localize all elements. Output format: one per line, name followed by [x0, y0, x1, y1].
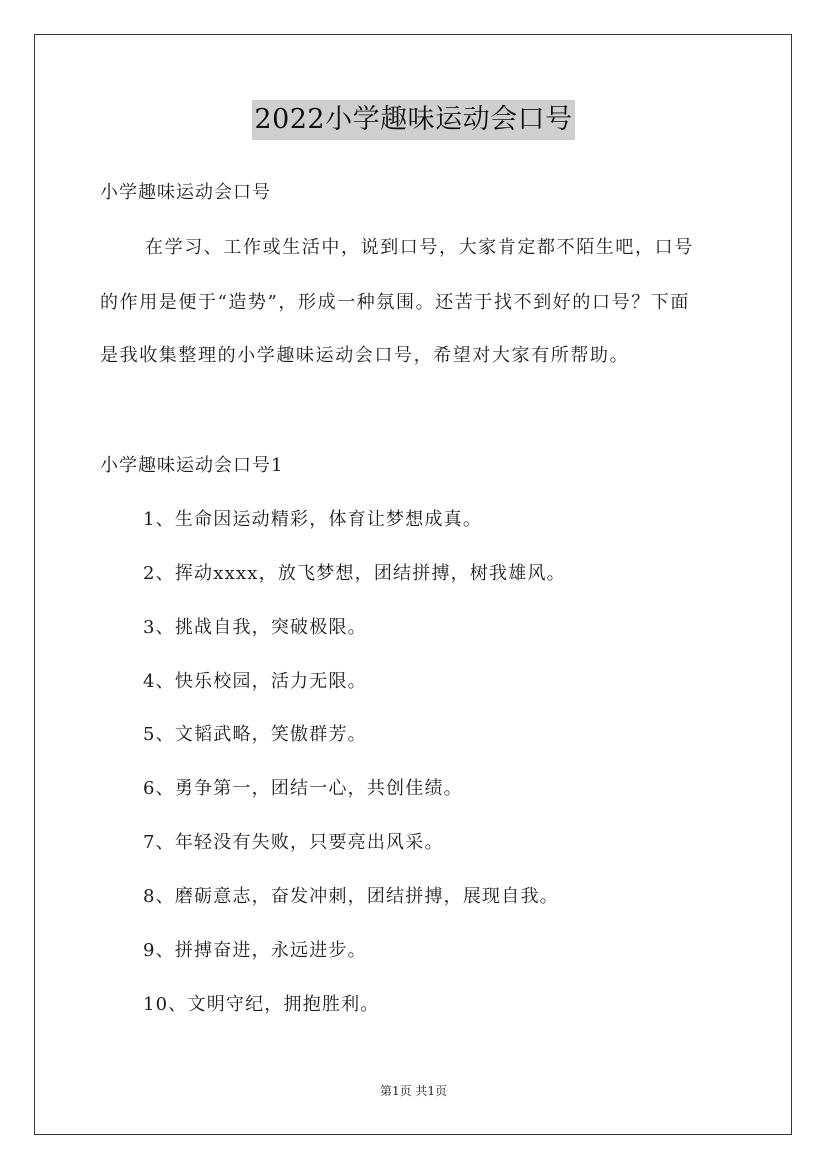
slogan-item: 1、生命因运动精彩，体育让梦想成真。	[143, 509, 483, 530]
intro-line: 是我收集整理的小学趣味运动会口号，希望对大家有所帮助。	[100, 345, 630, 366]
slogan-item: 8、磨砺意志，奋发冲刺，团结拼搏，展现自我。	[143, 886, 559, 907]
section-heading: 小学趣味运动会口号1	[100, 455, 284, 476]
slogan-item: 6、勇争第一，团结一心，共创佳绩。	[143, 778, 463, 799]
slogan-item: 9、拼搏奋进，永远进步。	[143, 940, 367, 961]
slogan-item: 5、文韬武略，笑傲群芳。	[143, 724, 367, 745]
document-subtitle: 小学趣味运动会口号	[100, 182, 271, 203]
document-title: 2022小学趣味运动会口号	[252, 100, 574, 140]
slogan-item: 3、挑战自我，突破极限。	[143, 617, 367, 638]
intro-line: 在学习、工作或生活中，说到口号，大家肯定都不陌生吧，口号	[145, 237, 694, 258]
slogan-item: 7、年轻没有失败，只要亮出风采。	[143, 832, 444, 853]
slogan-item: 2、挥动xxxx，放飞梦想，团结拼搏，树我雄风。	[143, 563, 566, 584]
slogan-item: 10、文明守纪，拥抱胜利。	[143, 994, 380, 1015]
page-footer	[0, 1083, 827, 1099]
page-number-label: 第1页 共1页	[379, 1084, 448, 1098]
slogan-item: 4、快乐校园，活力无限。	[143, 671, 367, 692]
intro-line: 的作用是便于“造势”，形成一种氛围。还苦于找不到好的口号？下面	[100, 292, 691, 313]
title-container	[0, 100, 827, 140]
